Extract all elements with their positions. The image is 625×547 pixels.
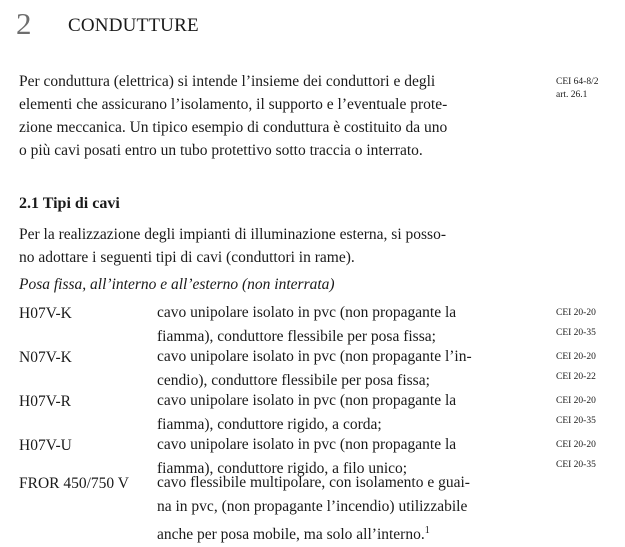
cable-ref: CEI 20-22: [556, 372, 596, 382]
intro-line-4: o più cavi posati entro un tubo protettivo sotto traccia o interrato.: [19, 142, 423, 159]
section-subheading: Posa fissa, all’interno e all’esterno (non interrata): [19, 276, 335, 293]
chapter-title: CONDUTTURE: [68, 15, 199, 36]
cable-desc-line: fiamma), conduttore rigido, a corda;: [157, 416, 382, 433]
section-line-1: Per la realizzazione degli impianti di illuminazione esterna, si posso-: [19, 226, 446, 243]
intro-ref-2: art. 26.1: [556, 90, 588, 100]
cable-ref: CEI 20-35: [556, 328, 596, 338]
intro-line-2: elementi che assicurano l’isolamento, il supporto e l’eventuale prote-: [19, 96, 448, 113]
cable-desc-line: cavo unipolare isolato in pvc (non propagante la: [157, 392, 457, 409]
cable-desc-line: cendio), conduttore flessibile per posa fissa;: [157, 372, 430, 389]
cable-desc-line: cavo unipolare isolato in pvc (non propagante l’in-: [157, 348, 472, 365]
cable-code-n07v-k: N07V-K: [19, 349, 72, 366]
section-title: 2.1 Tipi di cavi: [19, 195, 120, 212]
chapter-number: 2: [16, 6, 32, 41]
cable-desc-text: anche per posa mobile, ma solo all’interno.: [157, 526, 425, 544]
cable-code-h07v-u: H07V-U: [19, 437, 72, 454]
section-line-2: no adottare i seguenti tipi di cavi (conduttori in rame).: [19, 249, 355, 266]
cable-ref: CEI 20-20: [556, 396, 596, 406]
cable-desc-line: na in pvc, (non propagante l’incendio) utilizzabile: [157, 498, 468, 515]
cable-code-h07v-r: H07V-R: [19, 393, 71, 410]
cable-code-h07v-k: H07V-K: [19, 305, 72, 322]
cable-desc-line: fiamma), conduttore flessibile per posa fissa;: [157, 328, 436, 345]
cable-desc-line: fiamma), conduttore rigido, a filo unico;: [157, 460, 408, 477]
cable-ref: CEI 20-35: [556, 460, 596, 470]
intro-line-3: zione meccanica. Un tipico esempio di conduttura è costituito da uno: [19, 119, 448, 136]
cable-desc-line: cavo unipolare isolato in pvc (non propagante la: [157, 304, 457, 321]
cable-desc-line: cavo flessibile multipolare, con isolamento e guai-: [157, 474, 470, 491]
cable-code-fror: FROR 450/750 V: [19, 475, 129, 492]
cable-ref: CEI 20-35: [556, 416, 596, 426]
cable-ref: CEI 20-20: [556, 440, 596, 450]
intro-ref-1: CEI 64-8/2: [556, 77, 599, 87]
cable-desc-line-last: [157, 519, 430, 547]
intro-line-1: Per conduttura (elettrica) si intende l’insieme dei conduttori e degli: [19, 73, 436, 90]
cable-desc-line: cavo unipolare isolato in pvc (non propagante la: [157, 436, 457, 453]
cable-ref: CEI 20-20: [556, 352, 596, 362]
cable-ref: CEI 20-20: [556, 308, 596, 318]
footnote-mark: 1: [424, 525, 430, 536]
